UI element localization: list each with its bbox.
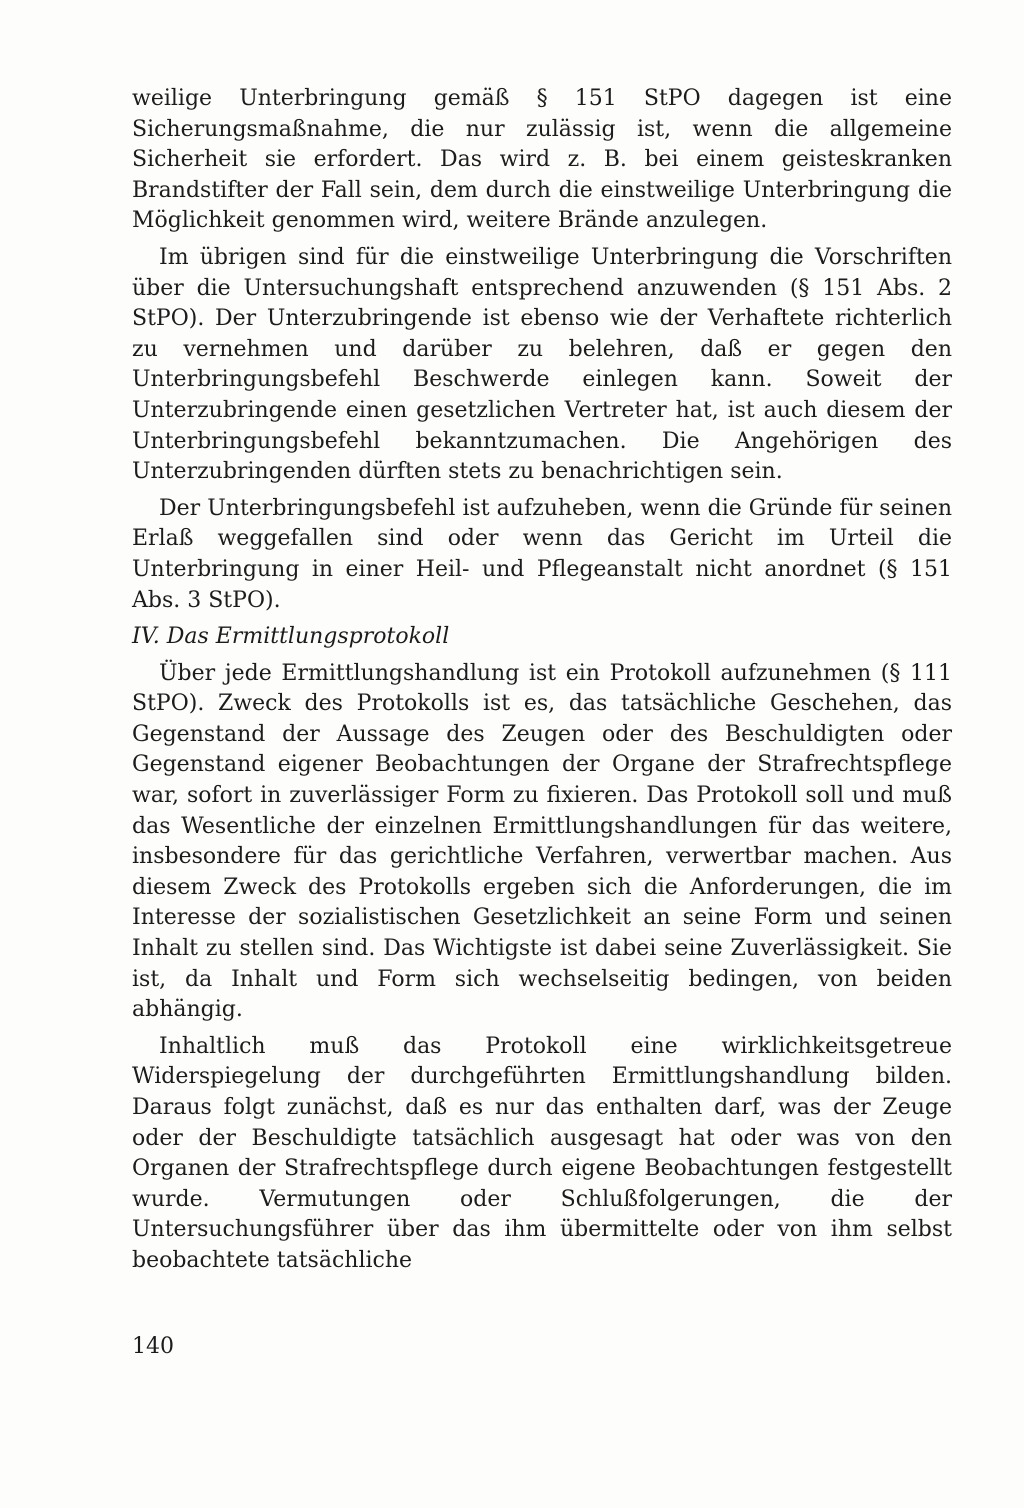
page-body (132, 84, 952, 1277)
paragraph-continuation: weilige Unterbringung gemäß § 151 StPO dagegen ist eine Sicherungsmaßnahme, die nur zulässig ist, wenn die allgemeine Sicherheit sie erfordert. Das wird z. B. bei einem geisteskranken Brandstifter der Fall sein, dem durch die einstweilige Unterbringung die Möglichkeit genommen wird, weitere Brände anzulegen. (132, 86, 952, 234)
paragraph-protokoll-inhalt: Inhaltlich muß das Protokoll eine wirklichkeitsgetreue Widerspiegelung der durchgeführten Ermittlungshandlung bilden. Daraus folgt zunächst, daß es nur das enthalten darf, was der Zeuge oder der Beschuldigte tatsächlich ausgesagt hat oder was von den Organen der Strafrechtspflege durch eigene Beobachtungen festgestellt wurde. Vermutungen oder Schlußfolgerungen, die der Untersuchungsführer über das ihm übermittelte oder von ihm selbst beobachtete tatsächliche (132, 1033, 952, 1273)
page-number: 140 (132, 1334, 174, 1359)
paragraph-protokoll-zweck: Über jede Ermittlungshandlung ist ein Protokoll aufzunehmen (§ 111 StPO). Zweck des Protokolls ist es, das tatsächliche Geschehen, das Gegenstand der Aussage des Zeugen oder des Beschuldigten oder Gegenstand eigener Beobachtungen der Organe der Strafrechtspflege war, sofort in zuverlässiger Form zu fixieren. Das Protokoll soll und muß das Wesentliche der einzelnen Ermittlungshandlungen für das weitere, insbesondere für das gerichtliche Verfahren, verwertbar machen. Aus diesem Zweck des Protokolls ergeben sich die Anforderungen, die im Interesse der sozialistischen Gesetzlichkeit an seine Form und seinen Inhalt zu stellen sind. Das Wichtigste ist dabei seine Zuverlässigkeit. Sie ist, da Inhalt und Form sich wechselseitig bedingen, von beiden abhängig. (132, 660, 952, 1023)
section-heading: IV. Das Ermittlungsprotokoll (132, 624, 450, 650)
paragraph-unterbringungsbefehl-aufheben: Der Unterbringungsbefehl ist aufzuheben, wenn die Gründe für seinen Erlaß weggefallen sind oder wenn das Gericht im Urteil die Unterbringung in einer Heil- und Pflegeanstalt nicht anordnet (§ 151 Abs. 3 StPO). (132, 495, 952, 613)
paragraph-unterbringung-vorschriften: Im übrigen sind für die einstweilige Unterbringung die Vorschriften über die Untersuchungshaft entsprechend anzuwenden (§ 151 Abs. 2 StPO). Der Unterzubringende ist ebenso wie der Verhaftete richterlich zu vernehmen und darüber zu belehren, daß er gegen den Unterbringungsbefehl Beschwerde einlegen kann. Soweit der Unterzubringende einen gesetzlichen Vertreter hat, ist auch diesem der Unterbringungsbefehl bekanntzumachen. Die Angehörigen des Unterzubringenden dürften stets zu benachrichtigen sein. (132, 244, 952, 485)
